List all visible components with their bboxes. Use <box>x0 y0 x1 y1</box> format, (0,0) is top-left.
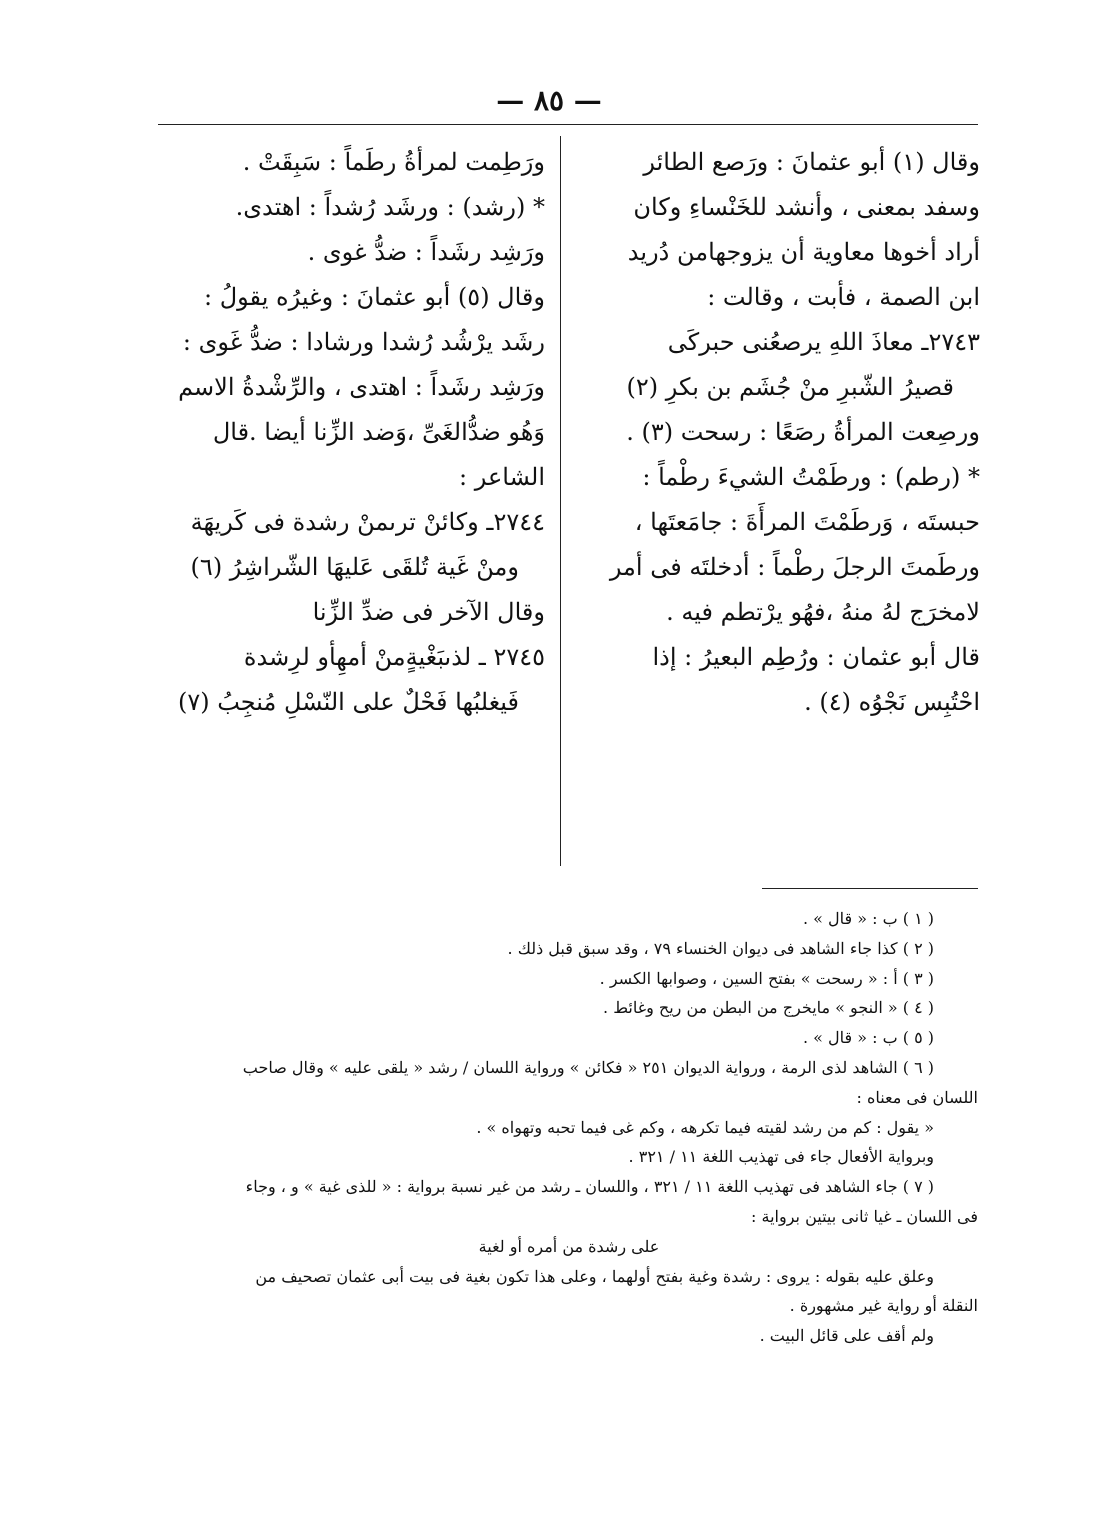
text-line: ورَشِد رشَداً : ضدُّ غوى . <box>307 238 545 266</box>
footnote-quote: « يقول : كم من رشد لقيته فيما تكرهه ، وكم غى فيما تحبه وتهواه » . <box>476 1117 934 1137</box>
left-column <box>160 140 545 725</box>
text-line: قال أبو عثمان : ورُطِم البعيرُ : إذا <box>652 643 980 671</box>
text-line: ورصِعت المرأةُ رصَعًا : رسحت (٣) . <box>626 418 980 446</box>
column-divider <box>560 136 561 866</box>
text-line: ورطَمتَ الرجلَ رطْماً : أدخلتَه فى أمر <box>609 553 980 581</box>
footnote: ( ١ ) ب : « قال » . <box>802 909 934 928</box>
footnote-continuation: ولم أقف على قائل البيت . <box>759 1326 934 1346</box>
verse-second-hemistich: ومنْ غَية تُلقَى عَليهَا الشّراشِرُ (٦) <box>190 553 519 581</box>
text-line: ابن الصمة ، فأبت ، وقالت : <box>707 283 980 311</box>
footnote: ( ٣ ) أ : « رسحت » بفتح السين ، وصوابها الكسر . <box>599 968 934 988</box>
text-line: ورَشِد رشَداً : اهتدى ، والرِّشْدةُ الاسم <box>178 373 545 401</box>
page-number: — ٨٥ — <box>496 84 602 117</box>
text-line: حبستَه ، وَرطَمْتَ المرأَةَ : جامَعتَها ، <box>634 508 980 536</box>
footnote-rule <box>762 888 978 889</box>
footnote-continuation: النقلة أو رواية غير مشهورة . <box>789 1296 978 1316</box>
text-line: رشَد يرْشُد رُشدا ورشادا : ضدُّ غَوى : <box>182 328 545 356</box>
text-line: أراد أخوها معاوية أن يزوجهامن دُريد <box>627 238 980 266</box>
footnote-continuation: فى اللسان ـ غيا ثانى بيتين برواية : <box>751 1206 978 1226</box>
text-line: لامخرَج لهُ منهُ ،فهُو يرْتطم فيه . <box>666 598 980 626</box>
footnote: ( ٦ ) الشاهد لذى الرمة ، ورواية الديوان ٢٥١ « فكائن » ورواية اللسان / رشد « يلقى عليه » وقال صاحب <box>242 1057 934 1077</box>
text-line: الشاعر : <box>459 463 545 491</box>
text-line: ورَطِمت لمرأةُ رطَماً : سَبِقَتْ . <box>242 148 545 176</box>
footnote: ( ٧ ) جاء الشاهد فى تهذيب اللغة ١١ / ٣٢١ ، واللسان ـ رشد من غير نسبة برواية : « للذى غية » و ، وجاء <box>245 1177 934 1197</box>
text-line: وَهُو ضدُّالغَىِّ ،وَضد الزِّنا أيضا .قال <box>212 418 545 446</box>
footnote-verse: على رشدة من أمره أو لغية <box>478 1236 660 1256</box>
footnote: ( ٢ ) كذا جاء الشاهد فى ديوان الخنساء ٧٩ ، وقد سبق قبل ذلك . <box>507 938 934 958</box>
verse-second-hemistich: فَيغلبُها فَحْلٌ على النّسْلِ مُنجِبُ (٧) <box>177 688 519 716</box>
entry-heading-line: * (رطم) : ورطَمْتُ الشيءَ رطْماً : <box>642 463 980 491</box>
footnote-continuation: وبرواية الأفعال جاء فى تهذيب اللغة ١١ / ٣٢١ . <box>628 1147 934 1167</box>
footnote-continuation: وعلق عليه بقوله : يروى : رشدة وغية بفتح أولهما ، وعلى هذا تكون بغية فى بيت أبى عثمان تصحيف من <box>255 1266 934 1286</box>
footnote-continuation: اللسان فى معناه : <box>856 1087 978 1107</box>
footnote: ( ٥ ) ب : « قال » . <box>802 1028 934 1048</box>
text-line: وقال الآخر فى ضدِّ الزِّنا <box>312 598 545 626</box>
text-line: وقال (٥) أبو عثمانَ : وغيرُه يقولُ : <box>204 283 545 311</box>
footnote: ( ٤ ) « النجو » مايخرج من البطن من ريح وغائط . <box>603 998 934 1018</box>
verse-first-hemistich: ٢٧٤٤ـ وكائنْ ترىمنْ رشدة فى كَريهَة <box>190 508 545 536</box>
footnotes <box>160 904 978 1351</box>
entry-heading-line: * (رشد) : ورشَد رُشداً : اهتدى. <box>235 193 545 221</box>
verse-second-hemistich: قصيرُ الشّبرِ منْ جُشَم بن بكرِ (٢) <box>626 373 954 401</box>
right-column <box>582 140 980 725</box>
verse-first-hemistich: ٢٧٤٥ ـ لذىبَغْيةٍمنْ أمهِأو لرِشدة <box>243 643 545 671</box>
header-rule <box>158 124 978 125</box>
verse-first-hemistich: ٢٧٤٣ـ معاذَ اللهِ يرصعُنى حبركَى <box>667 328 980 356</box>
text-line: احْتُبِس نَجْوُه (٤) . <box>804 688 980 716</box>
text-line: وقال (١) أبو عثمانَ : ورَصع الطائر <box>643 148 980 176</box>
text-line: وسفد بمعنى ، وأنشد للخَنْساءِ وكان <box>633 193 980 221</box>
